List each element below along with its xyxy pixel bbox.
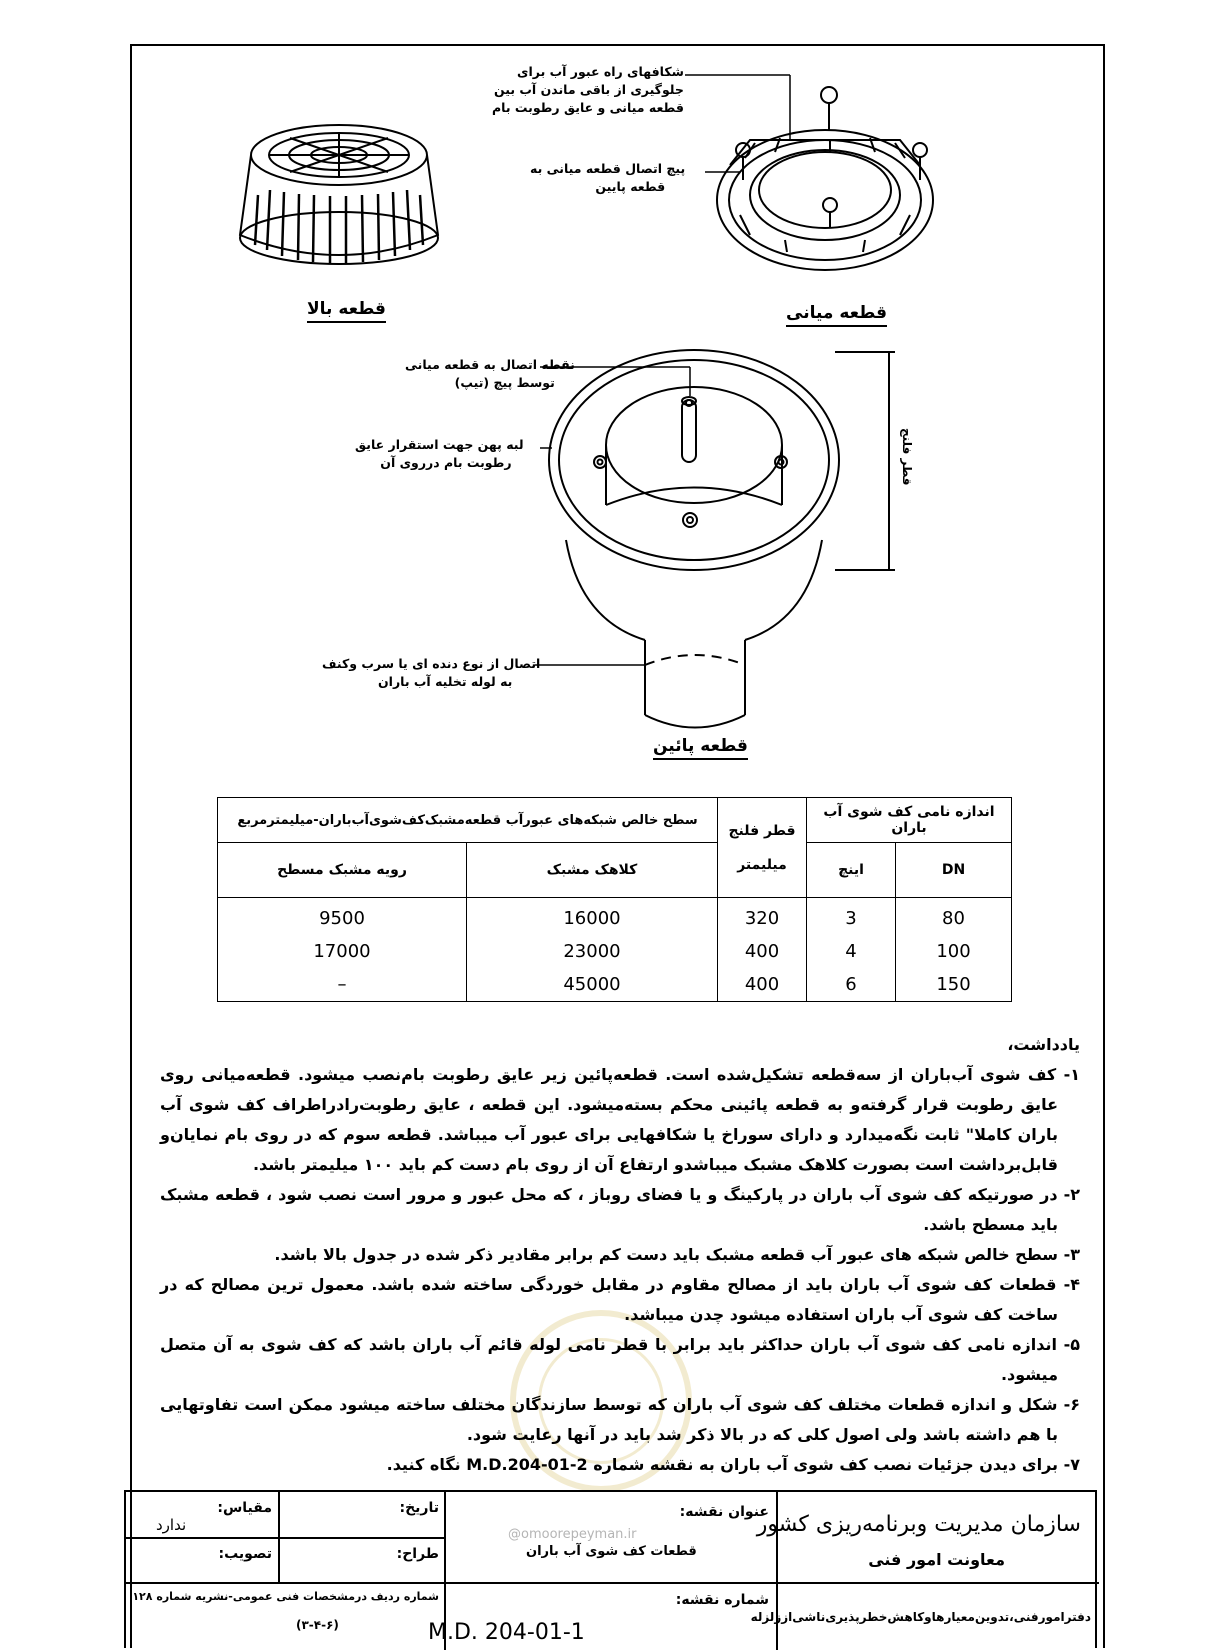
screw-callout-line-1: پیچ اتصال قطعه میانی به bbox=[530, 161, 686, 176]
approval-label: تصویب: bbox=[218, 1546, 272, 1562]
cell-dn: 150 bbox=[896, 968, 1012, 1002]
header-nominal-size: اندازه نامی کف شوی آب باران bbox=[807, 798, 1012, 843]
specification-table bbox=[217, 797, 1012, 1002]
bottom-part-illustration bbox=[549, 350, 895, 728]
cell-flange: 400 bbox=[718, 968, 807, 1002]
drawing-title-label: عنوان نقشه: bbox=[679, 1504, 769, 1520]
note-item: ۷- برای دیدن جزئیات نصب کف شوی آب باران به نقشه شماره M.D.204-01-2 نگاه کنید. bbox=[386, 1455, 1080, 1474]
cell-dn: 80 bbox=[896, 898, 1012, 936]
top-part-title: قطعه بالا bbox=[307, 299, 386, 323]
table-row bbox=[218, 968, 1012, 1002]
slots-callout-line-3: قطعه میانی و عایق رطوبت بام bbox=[492, 100, 684, 116]
connection-point-line-1: نقطه اتصال به قطعه میانی bbox=[405, 357, 575, 372]
cell-inch: 4 bbox=[807, 935, 896, 968]
note-item: ۴- قطعات کف شوی آب باران باید از مصالح مقاوم در مقابل خوردگی ساخته شده باشد. معمول ترین مصالح که در ساخت کف شوی آب باران استفاده میشود چدن میباشد. bbox=[160, 1275, 1080, 1324]
table-row bbox=[218, 898, 1012, 936]
middle-part-illustration bbox=[717, 87, 933, 270]
header-flange-label: قطر فلنج bbox=[728, 822, 796, 839]
outlet-callout bbox=[322, 655, 540, 691]
header-flange-unit: میلیمتر bbox=[737, 856, 787, 873]
cell-cap: 16000 bbox=[467, 898, 718, 936]
note-item: ۶- شکل و اندازه قطعات مختلف کف شوی آب باران که توسط سازندگان مختلف ساخته میشود ممکن است تفاوتهایی با هم داشته باشد ولی اصول کلی که در بالا ذکر شد باید در آنها رعایت شود. bbox=[160, 1395, 1080, 1444]
middle-part-title: قطعه میانی bbox=[786, 303, 887, 327]
flange-callout-line-2: رطوبت بام درروی آن bbox=[380, 455, 512, 471]
slots-callout-line-1: شکافهای راه عبور آب برای bbox=[517, 64, 684, 79]
cell-flat: 17000 bbox=[218, 935, 467, 968]
outlet-callout-line-1: اتصال از نوع دنده ای یا سرب وکنف bbox=[322, 656, 541, 671]
screw-callout bbox=[530, 160, 685, 196]
subheader-flat: رویه مشبک مسطح bbox=[218, 843, 467, 898]
technical-drawing bbox=[0, 0, 1228, 790]
flange-callout-line-1: لبه پهن جهت استقرار عایق bbox=[355, 437, 524, 452]
cell-flange: 400 bbox=[718, 935, 807, 968]
watermark-site: @omoorepeyman.ir bbox=[508, 1527, 637, 1542]
subheader-dn: DN bbox=[896, 843, 1012, 898]
top-part-illustration bbox=[240, 125, 438, 264]
spec-row-code: (۳-۴-۶) bbox=[296, 1618, 339, 1632]
slots-callout-line-2: جلوگیری از باقی ماندن آب بین bbox=[493, 82, 684, 98]
scale-label: مقیاس: bbox=[217, 1500, 272, 1516]
screw-callout-line-2: قطعه پایین bbox=[595, 179, 666, 195]
subheader-cap: کلاهک مشبک bbox=[467, 843, 718, 898]
header-net-area: سطح خالص شبکه‌های عبورآب قطعه‌مشبک‌کف‌شوی‌آب‌باران-میلیمترمربع bbox=[218, 798, 718, 843]
notes-section bbox=[160, 1030, 1080, 1480]
flange-callout bbox=[355, 436, 524, 472]
drawing-number-label: شماره نقشه: bbox=[675, 1592, 769, 1608]
header-flange-diameter bbox=[718, 798, 807, 898]
cell-cap: 23000 bbox=[467, 935, 718, 968]
scale-value: ندارد bbox=[156, 1516, 187, 1534]
bottom-part-title: قطعه پائین bbox=[653, 736, 748, 760]
org-department: معاونت امور فنی bbox=[868, 1550, 1005, 1569]
cell-flat: 9500 bbox=[218, 898, 467, 936]
cell-dn: 100 bbox=[896, 935, 1012, 968]
cell-flat: – bbox=[218, 968, 467, 1002]
drawing-number: M.D. 204-01-1 bbox=[428, 1620, 585, 1645]
outlet-callout-line-2: به لوله تخلیه آب باران bbox=[377, 674, 513, 690]
drawing-title: قطعات کف شوی آب باران bbox=[526, 1544, 697, 1559]
cell-inch: 6 bbox=[807, 968, 896, 1002]
connection-point-callout bbox=[405, 356, 575, 392]
slots-callout bbox=[492, 63, 684, 117]
cell-cap: 45000 bbox=[467, 968, 718, 1002]
note-item: ۳- سطح خالص شبکه های عبور آب قطعه مشبک باید دست کم برابر مقادیر ذکر شده در جدول بالا باشد. bbox=[274, 1245, 1080, 1264]
cell-inch: 3 bbox=[807, 898, 896, 936]
notes-title: یادداشت، bbox=[1007, 1035, 1080, 1054]
org-name: سازمان مدیریت وبرنامه‌ریزی کشور bbox=[756, 1512, 1081, 1537]
spec-row-label: شماره ردیف درمشخصات فنی عمومی-نشریه شماره ۱۲۸ bbox=[132, 1590, 439, 1603]
connection-point-line-2: توسط پیچ (تیپ) bbox=[454, 375, 555, 391]
subheader-inch: اینچ bbox=[807, 843, 896, 898]
cell-flange: 320 bbox=[718, 898, 807, 936]
table-row bbox=[218, 935, 1012, 968]
flange-diameter-label: قطر فلنج bbox=[900, 428, 914, 486]
note-item: ۱- کف شوی آب‌باران از سه‌قطعه تشکیل‌شده است. قطعه‌پائین زیر عایق رطوبت بام‌نصب میشود. قطعه‌میانی روی عایق رطوبت قرار گرفته‌و به قطعه پائینی محکم بسته‌میشود. این قطعه ، عایق رطوبت‌رادراطراف کف شوی آب باران کاملا" ثابت نگه‌میدارد و دارای سوراخ یا شکافهایی برای عبور آب میباشد. قطعه سوم که در روی بام نمایان‌و قابل‌برداشت است بصورت کلاهک مشبک میباشدو ارتفاع آن از روی بام دست کم باید ۱۰۰ میلیمتر باشد. bbox=[160, 1065, 1080, 1174]
office-name: دفترامورفنی،تدوین‌معیارهاوکاهش‌خطرپذیری‌ناشی‌اززلزله bbox=[750, 1610, 1091, 1624]
title-block bbox=[124, 1490, 1097, 1648]
date-label: تاریخ: bbox=[399, 1500, 439, 1516]
note-item: ۵- اندازه نامی کف شوی آب باران حداکثر باید برابر با قطر نامی لوله قائم آب باران باشد که کف شوی به آن متصل میشود. bbox=[160, 1335, 1080, 1384]
designer-label: طراح: bbox=[396, 1546, 439, 1562]
note-item: ۲- در صورتیکه کف شوی آب باران در پارکینگ و یا فضای روباز ، که محل عبور و مرور است نصب شود ، قطعه مشبک باید مسطح باشد. bbox=[160, 1185, 1080, 1234]
